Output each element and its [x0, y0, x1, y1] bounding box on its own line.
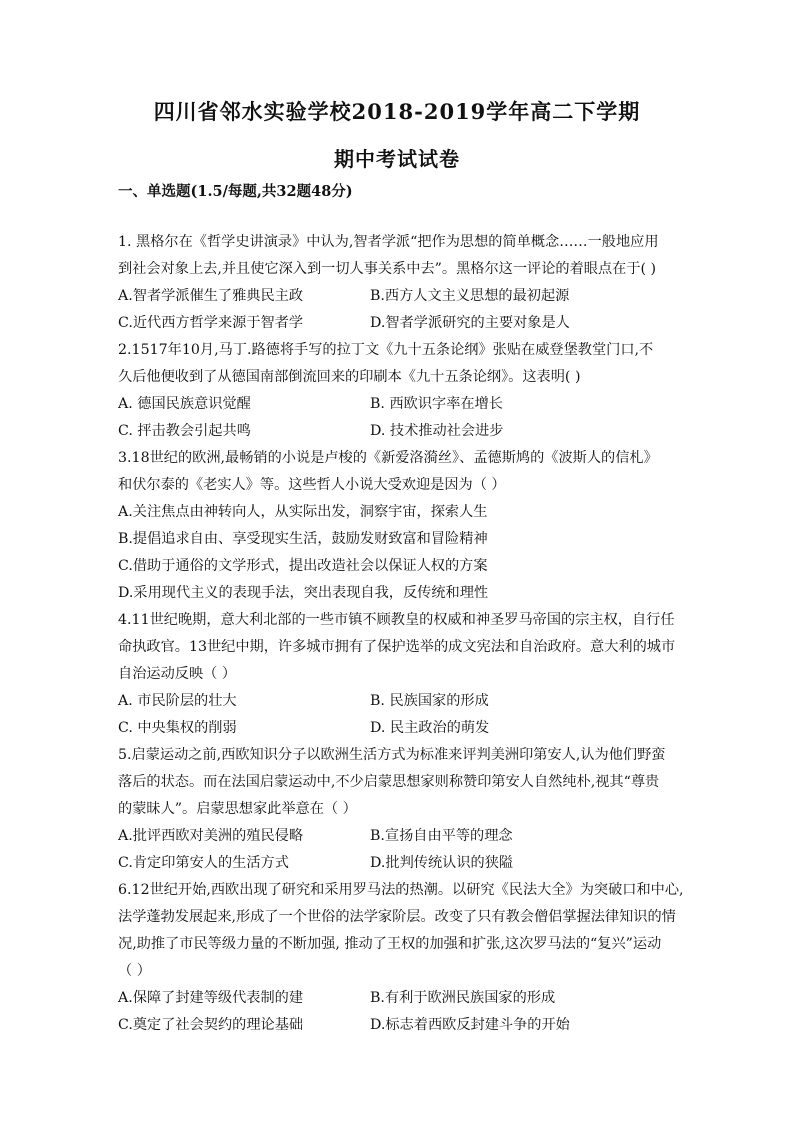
question-1-option-a: A.智者学派催生了雅典民主政 — [118, 288, 304, 304]
question-3-option-a: A.关注焦点由神转向人，从实际出发，洞察宇宙，探索人生 — [118, 504, 488, 520]
question-5-line-2: 落后的状态。而在法国启蒙运动中,不少启蒙思想家则称赞印第安人自然纯朴,视其“尊贵 — [118, 774, 660, 790]
exam-subtitle: 期中考试试卷 — [334, 147, 460, 171]
question-6-line-3: 况,助推了市民等级力量的不断加强, 推动了王权的加强和扩张,这次罗马法的“复兴”运动 — [118, 936, 662, 952]
question-5-line-1: 5.启蒙运动之前,西欧知识分子以欧洲生活方式为标准来评判美洲印第安人,认为他们野蛮 — [118, 747, 666, 763]
question-5-line-3: 的蒙昧人”。启蒙思想家此举意在（ ） — [118, 801, 357, 817]
question-6-line-4: （ ） — [118, 963, 151, 979]
question-6-option-b: B.有利于欧洲民族国家的形成 — [370, 990, 556, 1006]
question-6-option-c: C.奠定了社会契约的理论基础 — [118, 1017, 304, 1033]
question-2-line-2: 久后他便收到了从德国南部倒流回来的印刷本《九十五条论纲》。这表明( ) — [118, 369, 581, 385]
question-4-line-1: 4.11世纪晚期，意大利北部的一些市镇不顾教皇的权威和神圣罗马帝国的宗主权，自行任 — [118, 612, 675, 628]
question-6-option-a: A.保障了封建等级代表制的建 — [118, 990, 304, 1006]
question-2-option-d: D. 技术推动社会进步 — [370, 423, 504, 439]
question-4-option-a: A. 市民阶层的壮大 — [118, 693, 237, 709]
question-3-option-d: D.采用现代主义的表现手法，突出表现自我，反传统和理性 — [118, 585, 489, 601]
question-3-option-c: C.借助于通俗的文学形式，提出改造社会以保证人权的方案 — [118, 558, 488, 574]
question-5-option-b: B.宣扬自由平等的理念 — [370, 828, 513, 844]
question-6-line-2: 法学蓬勃发展起来,形成了一个世俗的法学家阶层。改变了只有教会僧侣掌握法律知识的情 — [118, 909, 676, 925]
question-6-option-d: D.标志着西欧反封建斗争的开始 — [370, 1017, 570, 1033]
question-1-option-d: D.智者学派研究的主要对象是人 — [370, 315, 570, 331]
question-2-option-b: B. 西欧识字率在增长 — [370, 396, 503, 412]
question-4-line-2: 命执政官。13世纪中期，许多城市拥有了保护选举的成文宪法和自治政府。意大利的城市 — [118, 639, 676, 655]
exam-title: 四川省邻水实验学校2018-2019学年高二下学期 — [153, 99, 641, 124]
question-5-option-d: D.批判传统认识的狭隘 — [370, 855, 514, 871]
question-2-option-c: C. 抨击教会引起共鸣 — [118, 423, 251, 439]
question-1-line-2: 到社会对象上去,并且使它深入到一切人事关系中去”。黑格尔这一评论的着眼点在于( ) — [118, 261, 657, 277]
question-4-line-3: 自治运动反映（ ） — [118, 666, 237, 682]
question-5-option-c: C.肯定印第安人的生活方式 — [118, 855, 289, 871]
question-6-line-1: 6.12世纪开始,西欧出现了研究和采用罗马法的热潮。以研究《民法大全》为突破口和中心, — [118, 882, 684, 898]
question-1-line-1: 1. 黑格尔在《哲学史讲演录》中认为,智者学派“把作为思想的简单概念……一般地应用 — [118, 234, 659, 250]
question-1-option-b: B.西方人文主义思想的最初起源 — [370, 288, 570, 304]
question-4-option-b: B. 民族国家的形成 — [370, 693, 489, 709]
question-2-option-a: A. 德国民族意识觉醒 — [118, 396, 251, 412]
question-4-option-c: C. 中央集权的削弱 — [118, 720, 237, 736]
section-heading: 一、单选题(1.5/每题,共32题48分) — [118, 183, 353, 200]
question-3-line-1: 3.18世纪的欧洲,最畅销的小说是卢梭的《新爱洛漪丝》、孟德斯鸠的《波斯人的信札》 — [118, 450, 658, 466]
question-3-line-2: 和伏尔泰的《老实人》等。这些哲人小说大受欢迎是因为（ ） — [118, 477, 506, 493]
question-5-option-a: A.批评西欧对美洲的殖民侵略 — [118, 828, 304, 844]
question-4-option-d: D. 民主政治的萌发 — [370, 720, 490, 736]
question-1-option-c: C.近代西方哲学来源于智者学 — [118, 315, 304, 331]
question-2-line-1: 2.1517年10月,马丁.路德将手写的拉丁文《九十五条论纲》张贴在威登堡教堂门口,不 — [118, 342, 654, 358]
question-3-option-b: B.提倡追求自由、享受现实生活，鼓励发财致富和冒险精神 — [118, 531, 488, 547]
